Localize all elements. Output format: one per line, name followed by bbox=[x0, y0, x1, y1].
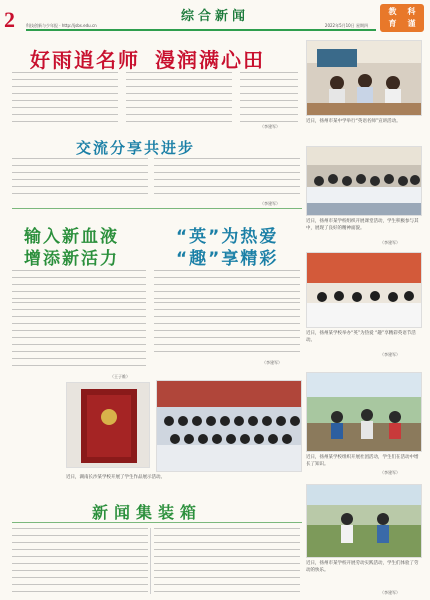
outdoor-photo-image bbox=[307, 373, 422, 452]
article-photo bbox=[306, 372, 422, 452]
article-photo bbox=[306, 40, 422, 116]
article-author: （李建军） bbox=[380, 590, 400, 595]
masthead-date: 2022年5月10日 星期四 bbox=[324, 23, 368, 28]
badge-char: 谨 bbox=[407, 19, 416, 29]
article-photo bbox=[306, 146, 422, 216]
headline-ink: 漫润满心田 bbox=[155, 48, 265, 72]
headline-news: 新闻集装箱 bbox=[92, 503, 203, 522]
article-photo bbox=[306, 484, 422, 558]
article-author: （李建军） bbox=[380, 352, 400, 357]
news-text-block bbox=[12, 528, 148, 594]
masthead-subtitle: 科技创新与少年报 · http://jsbs.edu.cn bbox=[26, 23, 97, 28]
article-photo bbox=[66, 382, 150, 468]
article-text-block bbox=[12, 270, 146, 300]
article-text-block bbox=[126, 72, 232, 122]
headline-blood-1: 输入新血液 bbox=[24, 227, 119, 247]
ceremony-photo-image bbox=[307, 253, 422, 328]
photo-caption: 近日，湖南长沙某学校开展了学生作品展示活动。 bbox=[66, 475, 165, 480]
article-text-block bbox=[12, 72, 118, 122]
page-number: 2 bbox=[4, 7, 15, 32]
masthead-rule bbox=[26, 29, 376, 31]
photo-caption: 近日，扬州市某中学举行“英语名师”宣讲活动。 bbox=[306, 119, 401, 124]
masthead bbox=[0, 0, 430, 30]
article-author: （李建军） bbox=[260, 201, 280, 206]
article-photo bbox=[156, 380, 302, 472]
badge-char: 育 bbox=[388, 19, 397, 29]
article-text-block bbox=[240, 72, 298, 122]
headline-exchange: 交流分享共进步 bbox=[76, 139, 196, 157]
column-divider bbox=[150, 528, 151, 594]
photo-caption: 近日，扬州某学校组织开展社团活动，学生们在活动中增长了知识。 bbox=[306, 455, 419, 467]
article-photo bbox=[306, 252, 422, 328]
article-text-block bbox=[12, 302, 146, 372]
group-photo-image bbox=[157, 381, 302, 472]
news-text-block bbox=[154, 528, 300, 594]
headline-blood-2: 增添新活力 bbox=[24, 249, 119, 269]
section-divider bbox=[12, 522, 302, 523]
headline-english-1: “英”为热爱 bbox=[176, 227, 279, 247]
article-text-block bbox=[154, 302, 300, 358]
section-divider bbox=[12, 208, 302, 209]
headline-rain: 好雨逍名师 bbox=[30, 48, 140, 72]
article-author: （李建军） bbox=[260, 124, 280, 129]
article-author: （李建军） bbox=[262, 360, 282, 365]
badge-char: 科 bbox=[407, 6, 416, 16]
article-text-block bbox=[154, 270, 300, 300]
certificate-photo-image bbox=[67, 383, 150, 468]
article-author: （王子维） bbox=[110, 374, 130, 379]
headline-english-2: “趣”享精彩 bbox=[176, 249, 279, 269]
badge-char: 教 bbox=[388, 6, 397, 16]
section-badge bbox=[380, 4, 424, 32]
labor-photo-image bbox=[307, 485, 422, 558]
article-author: （李建军） bbox=[380, 470, 400, 475]
classroom-photo-image bbox=[307, 41, 422, 116]
students-photo-image bbox=[307, 147, 422, 216]
photo-caption: 近日，扬州市某学校开展劳动实践活动，学生们体验了劳动的快乐。 bbox=[306, 561, 419, 573]
article-text-block bbox=[12, 158, 148, 200]
article-text-block bbox=[154, 158, 300, 200]
photo-caption: 近日，扬州市某学校组织开展课堂活动，学生积极参与其中，展现了良好的精神面貌。 bbox=[306, 219, 419, 231]
photo-caption: 近日，扬州某学校举办“英”为热爱 “趣”享精彩英语节活动。 bbox=[306, 331, 416, 343]
page-title: 综合新闻 bbox=[180, 9, 249, 24]
article-author: （李建军） bbox=[380, 240, 400, 245]
